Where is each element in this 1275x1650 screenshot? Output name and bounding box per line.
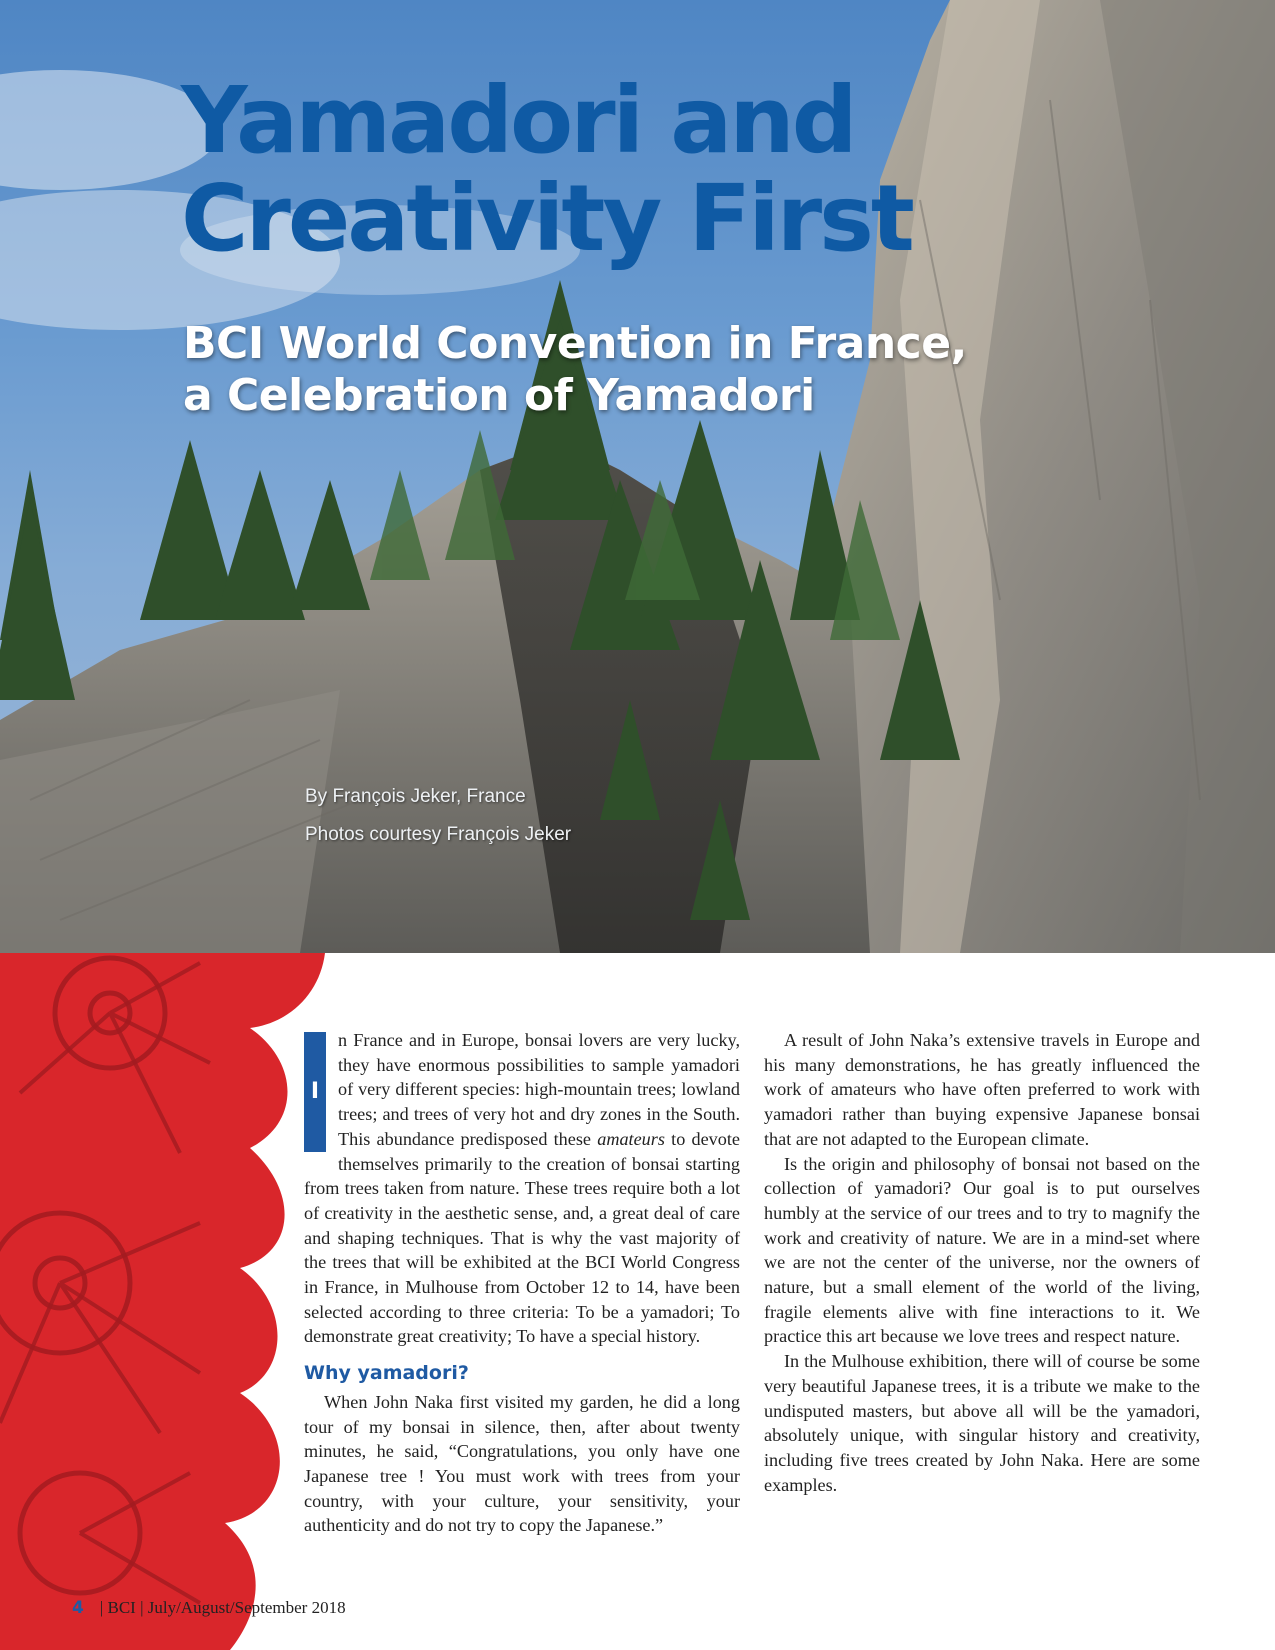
paragraph-exhibition: In the Mulhouse exhibition, there will of course be some very beautiful Japanese trees, it is a tribute we make to the undisputed masters, but above all will be the yamadori, absolutely unique, with singular history and creativity, including five trees created by John Naka. Here are some examples.	[764, 1351, 1200, 1495]
photo-credit: Photos courtesy François Jeker	[305, 824, 572, 845]
publication-info: | BCI | July/August/September 2018	[99, 1598, 346, 1617]
paragraph-travels: A result of John Naka’s extensive travels in Europe and his many demonstrations, he has greatly influenced the work of amateurs who have often preferred to work with yamadori rather than buying expensive Japanese bonsai that are not adapted to the European climate.	[764, 1030, 1200, 1149]
article-title	[181, 67, 1081, 272]
article-subtitle	[183, 318, 1083, 422]
title-line-2: Creativity First	[181, 165, 912, 272]
page-footer	[72, 1598, 346, 1618]
paragraph-intro-text: n France and in Europe, bonsai lovers are very lucky, they have enormous possibilities to sample yamadori of very different species: high-mountain trees; lowland trees; and trees of very hot and dry zones in the South. This abundance predisposed these	[338, 1030, 740, 1149]
paragraph-intro	[304, 1028, 740, 1349]
drop-cap: I	[304, 1032, 326, 1152]
body-column-left	[304, 1028, 740, 1538]
page-number: 4	[72, 1598, 84, 1618]
paragraph-philosophy: Is the origin and philosophy of bonsai not based on the collection of yamadori? Our goal is to put ourselves humbly at the service of our trees and to try to magnify the work and creativity of nature. We are in a mind-set where we are not the center of the universe, nor the owners of nature, but a small element of the world of the living, fragile elements alive with fine interactions to it. We practice this art because we love trees and respect nature.	[764, 1153, 1200, 1347]
paragraph-john-naka: When John Naka first visited my garden, he did a long tour of my bonsai in silence, then, after about twenty minutes, he said, “Congratulations, you only have one Japanese tree ! You must work with trees from your country, with your culture, your sensitivity, your authenticity and do not try to copy the Japanese.”	[304, 1391, 740, 1536]
title-line-1: Yamadori and	[181, 67, 855, 174]
body-column-right	[764, 1028, 1200, 1497]
author-byline: By François Jeker, France	[305, 786, 526, 807]
red-floral-decoration	[0, 953, 330, 1650]
subtitle-line-1: BCI World Convention in France,	[183, 318, 967, 369]
paragraph-intro-emphasis: amateurs	[597, 1128, 665, 1149]
subtitle-line-2: a Celebration of Yamadori	[183, 370, 815, 421]
section-heading: Why yamadori?	[304, 1362, 469, 1385]
paragraph-intro-rest: to devote themselves primarily to the creation of bonsai starting from trees taken from nature. These trees require both a lot of creativity in the aesthetic sense, and, a great deal of care and shaping techniques. That is why the vast majority of the trees that will be exhibited at the BCI World Congress in France, in Mulhouse from October 12 to 14, have been selected according to three criteria: To be a yamadori; To demonstrate great creativity; To have a special history.	[304, 1128, 740, 1347]
byline-block	[305, 786, 571, 862]
